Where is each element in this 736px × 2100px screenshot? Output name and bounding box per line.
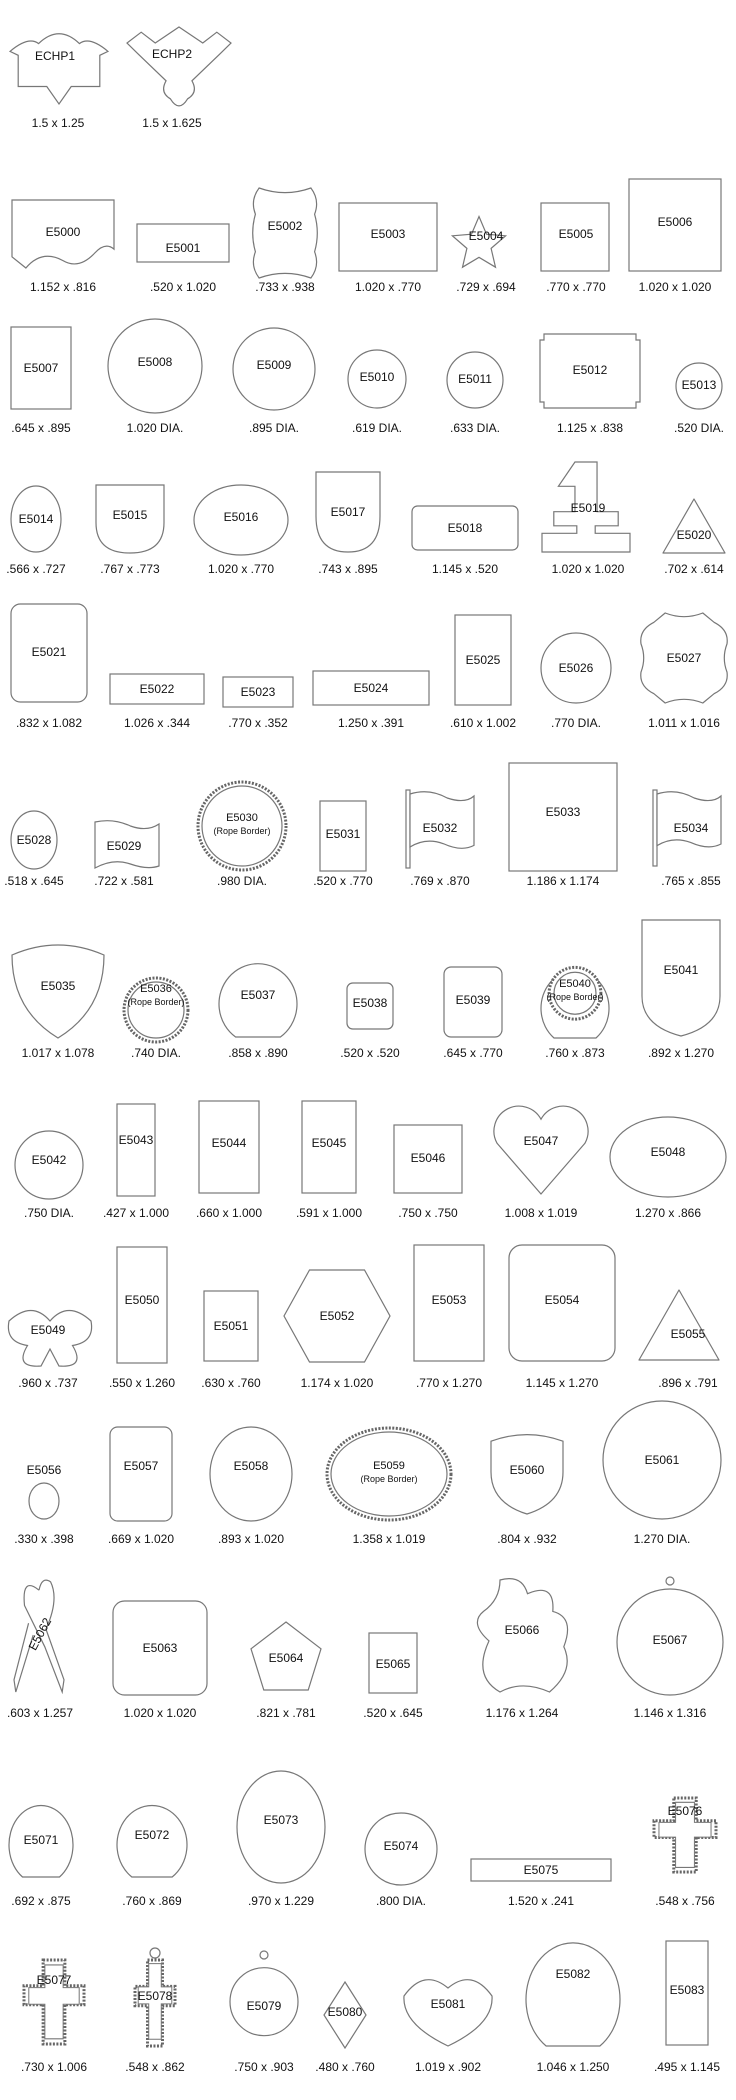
part-dimensions: 1.011 x 1.016: [648, 716, 720, 730]
heart-outline: [493, 1100, 589, 1196]
part-dimensions: .895 DIA.: [248, 421, 300, 435]
part-dimensions: .770 x 1.270: [415, 1376, 483, 1390]
part-dimensions: .767 x .773: [100, 562, 160, 576]
part-code: E5025: [465, 653, 501, 667]
part-code: E5042: [31, 1153, 67, 1167]
part-dimensions: .804 x .932: [497, 1532, 557, 1546]
part-dimensions: .770 DIA.: [550, 716, 602, 730]
part-dimensions: 1.146 x 1.316: [633, 1706, 707, 1720]
part-code: E5009: [256, 358, 292, 372]
part-dimensions: .633 DIA.: [449, 421, 501, 435]
part-code: E5003: [370, 227, 406, 241]
part-dimensions: 1.174 x 1.020: [300, 1376, 374, 1390]
part-dimensions: .520 x 1.020: [149, 280, 217, 294]
part-dimensions: .769 x .870: [410, 874, 470, 888]
part-dimensions: .970 x 1.229: [247, 1894, 315, 1908]
part-code: E5012: [572, 363, 608, 377]
part-dimensions: 1.017 x 1.078: [21, 1046, 95, 1060]
echp2-outline: [125, 25, 233, 115]
part-dimensions: .550 x 1.260: [108, 1376, 176, 1390]
part-dimensions: .892 x 1.270: [647, 1046, 715, 1060]
part-dimensions: .722 x .581: [94, 874, 154, 888]
part-dimensions: 1.186 x 1.174: [526, 874, 600, 888]
part-dimensions: .630 x .760: [201, 1376, 261, 1390]
part-dimensions: 1.145 x .520: [431, 562, 499, 576]
part-code: E5015: [112, 508, 148, 522]
part-dimensions: .520 DIA.: [673, 421, 725, 435]
part-dimensions: .960 x .737: [18, 1376, 78, 1390]
part-code: E5062: [25, 1615, 55, 1653]
part-dimensions: 1.270 x .866: [634, 1206, 702, 1220]
part-code: E5010: [359, 370, 395, 384]
part-code: E5060: [509, 1463, 545, 1477]
part-dimensions: 1.5 x 1.25: [31, 116, 85, 130]
tag-circle-outline: [229, 1950, 299, 2044]
ellipse-below-outline: [28, 1482, 60, 1520]
part-dimensions: .645 x .770: [443, 1046, 503, 1060]
part-note: (Rope Border): [360, 1474, 418, 1484]
part-code: E5029: [106, 839, 142, 853]
part-code: E5027: [666, 651, 702, 665]
part-dimensions: .520 x .520: [340, 1046, 400, 1060]
tall-shield-outline: [640, 918, 722, 1038]
part-code: E5063: [142, 1641, 178, 1655]
part-dimensions: .427 x 1.000: [102, 1206, 170, 1220]
part-dimensions: .858 x .890: [228, 1046, 288, 1060]
part-dimensions: .760 x .873: [545, 1046, 605, 1060]
part-code: E5021: [31, 645, 67, 659]
part-dimensions: .548 x .862: [125, 2060, 185, 2074]
part-code: ECHP1: [34, 49, 76, 63]
part-code: E5038: [352, 996, 388, 1010]
part-dimensions: 1.358 x 1.019: [352, 1532, 426, 1546]
part-dimensions: .896 x .791: [658, 1376, 718, 1390]
rope-cross-outline: [22, 1958, 86, 2046]
part-dimensions: .566 x .727: [6, 562, 66, 576]
part-code: E5044: [211, 1136, 247, 1150]
part-code: E5059: [373, 1460, 405, 1472]
part-dimensions: .660 x 1.000: [195, 1206, 263, 1220]
part-dimensions: .750 x .750: [398, 1206, 458, 1220]
part-code: E5037: [240, 988, 276, 1002]
part-dimensions: .548 x .756: [655, 1894, 715, 1908]
part-dimensions: 1.270 DIA.: [633, 1532, 691, 1546]
part-dimensions: .730 x 1.006: [20, 2060, 88, 2074]
part-code: E5056: [26, 1463, 62, 1477]
part-note: (Rope Border): [546, 992, 604, 1002]
part-code: E5031: [325, 827, 361, 841]
triangle-outline: [661, 497, 727, 555]
part-code: E5013: [681, 378, 717, 392]
part-dimensions: 1.008 x 1.019: [504, 1206, 578, 1220]
part-code: E5026: [558, 661, 594, 675]
part-code: E5032: [422, 821, 458, 835]
part-code: E5016: [223, 510, 259, 524]
part-code: E5005: [558, 227, 594, 241]
part-dimensions: .729 x .694: [456, 280, 516, 294]
part-dimensions: .740 DIA.: [130, 1046, 182, 1060]
ellipse-outline: [236, 1770, 326, 1884]
part-code: E5065: [375, 1657, 411, 1671]
part-dimensions: .770 x .352: [228, 716, 288, 730]
part-dimensions: .603 x 1.257: [6, 1706, 74, 1720]
part-code: E5033: [545, 805, 581, 819]
part-code: E5078: [137, 1989, 173, 2003]
part-dimensions: 1.152 x .816: [29, 280, 97, 294]
part-code: E5008: [137, 355, 173, 369]
part-dimensions: .821 x .781: [256, 1706, 316, 1720]
part-code: E5039: [455, 993, 491, 1007]
part-code: E5049: [30, 1323, 66, 1337]
part-code: E5076: [667, 1804, 703, 1818]
part-code: E5064: [268, 1651, 304, 1665]
part-dimensions: .645 x .895: [11, 421, 71, 435]
globe-outline: [525, 1930, 621, 2048]
part-dimensions: 1.020 x 1.020: [551, 562, 625, 576]
part-code: E5072: [134, 1828, 170, 1842]
part-dimensions: .765 x .855: [661, 874, 721, 888]
part-dimensions: 1.5 x 1.625: [142, 116, 202, 130]
part-dimensions: 1.020 DIA.: [126, 421, 184, 435]
part-code: E5022: [139, 682, 175, 696]
part-dimensions: 1.020 x .770: [354, 280, 422, 294]
part-dimensions: 1.020 x .770: [207, 562, 275, 576]
part-code: E5052: [319, 1309, 355, 1323]
part-dimensions: 1.125 x .838: [556, 421, 624, 435]
part-code: ECHP2: [151, 47, 193, 61]
part-code: E5045: [311, 1136, 347, 1150]
part-code: E5047: [523, 1134, 559, 1148]
part-code: E5019: [570, 501, 606, 515]
part-dimensions: .518 x .645: [4, 874, 64, 888]
part-dimensions: .743 x .895: [318, 562, 378, 576]
part-code: E5051: [213, 1319, 249, 1333]
part-dimensions: 1.026 x .344: [123, 716, 191, 730]
part-dimensions: 1.046 x 1.250: [536, 2060, 610, 2074]
part-code: E5048: [650, 1145, 686, 1159]
part-code: E5036: [140, 983, 172, 995]
part-code: E5055: [670, 1327, 706, 1341]
part-dimensions: .760 x .869: [122, 1894, 182, 1908]
part-code: E5074: [383, 1839, 419, 1853]
part-dimensions: .619 DIA.: [351, 421, 403, 435]
part-code: E5043: [118, 1133, 154, 1147]
part-code: E5080: [327, 2005, 363, 2019]
part-dimensions: .702 x .614: [664, 562, 724, 576]
part-code: E5024: [353, 681, 389, 695]
part-dimensions: .591 x 1.000: [295, 1206, 363, 1220]
part-dimensions: .330 x .398: [14, 1532, 74, 1546]
part-note: (Rope Border): [213, 826, 271, 836]
part-code: E5058: [233, 1459, 269, 1473]
part-dimensions: 1.176 x 1.264: [485, 1706, 559, 1720]
part-code: E5057: [123, 1459, 159, 1473]
part-code: E5082: [555, 1967, 591, 1981]
echp1-outline: [8, 28, 110, 106]
rounded-outline: [109, 1426, 173, 1522]
part-dimensions: 1.250 x .391: [337, 716, 405, 730]
part-dimensions: .520 x .645: [363, 1706, 423, 1720]
part-dimensions: .480 x .760: [315, 2060, 375, 2074]
part-code: E5001: [165, 241, 201, 255]
part-code: E5028: [16, 833, 52, 847]
part-note: (Rope Border): [127, 997, 185, 1007]
part-dimensions: .832 x 1.082: [15, 716, 83, 730]
scallop-outline: [248, 186, 322, 280]
part-dimensions: .750 DIA.: [23, 1206, 75, 1220]
part-code: E5040: [559, 978, 591, 990]
part-dimensions: .750 x .903: [234, 2060, 294, 2074]
part-code: E5067: [652, 1633, 688, 1647]
part-code: E5002: [267, 219, 303, 233]
triangle-outline: [637, 1288, 721, 1362]
part-code: E5066: [504, 1623, 540, 1637]
part-code: E5034: [673, 821, 709, 835]
part-dimensions: 1.520 x .241: [507, 1894, 575, 1908]
part-dimensions: 1.145 x 1.270: [525, 1376, 599, 1390]
part-dimensions: .893 x 1.020: [217, 1532, 285, 1546]
part-code: E5018: [447, 521, 483, 535]
rect-outline: [116, 1103, 156, 1197]
part-dimensions: .800 DIA.: [375, 1894, 427, 1908]
part-code: E5075: [523, 1863, 559, 1877]
part-code: E5041: [663, 963, 699, 977]
part-dimensions: .980 DIA.: [216, 874, 268, 888]
part-code: E5004: [468, 229, 504, 243]
part-dimensions: .495 x 1.145: [653, 2060, 721, 2074]
part-code: E5053: [431, 1293, 467, 1307]
part-code: E5014: [18, 512, 54, 526]
part-code: E5079: [246, 1999, 282, 2013]
part-dimensions: .770 x .770: [546, 280, 606, 294]
part-code: E5020: [676, 528, 712, 542]
part-code: E5030: [226, 812, 258, 824]
part-code: E5081: [430, 1997, 466, 2011]
part-code: E5071: [23, 1833, 59, 1847]
part-code: E5006: [657, 215, 693, 229]
part-dimensions: .692 x .875: [11, 1894, 71, 1908]
part-dimensions: 1.020 x 1.020: [123, 1706, 197, 1720]
part-code: E5017: [330, 505, 366, 519]
part-code: E5023: [240, 685, 276, 699]
part-dimensions: .669 x 1.020: [107, 1532, 175, 1546]
part-code: E5083: [669, 1983, 705, 1997]
part-dimensions: .520 x .770: [313, 874, 373, 888]
part-code: E5035: [40, 979, 76, 993]
part-code: E5007: [23, 361, 59, 375]
part-code: E5054: [544, 1293, 580, 1307]
part-code: E5050: [124, 1293, 160, 1307]
part-code: E5046: [410, 1151, 446, 1165]
part-code: E5000: [45, 225, 81, 239]
part-code: E5011: [458, 372, 492, 386]
part-code: E5077: [36, 1973, 72, 1987]
part-code: E5073: [263, 1813, 299, 1827]
part-dimensions: .733 x .938: [255, 280, 315, 294]
part-dimensions: .610 x 1.002: [449, 716, 517, 730]
part-dimensions: 1.019 x .902: [414, 2060, 482, 2074]
part-code: E5061: [644, 1453, 680, 1467]
part-dimensions: 1.020 x 1.020: [638, 280, 712, 294]
ellipse-outline: [209, 1426, 293, 1522]
